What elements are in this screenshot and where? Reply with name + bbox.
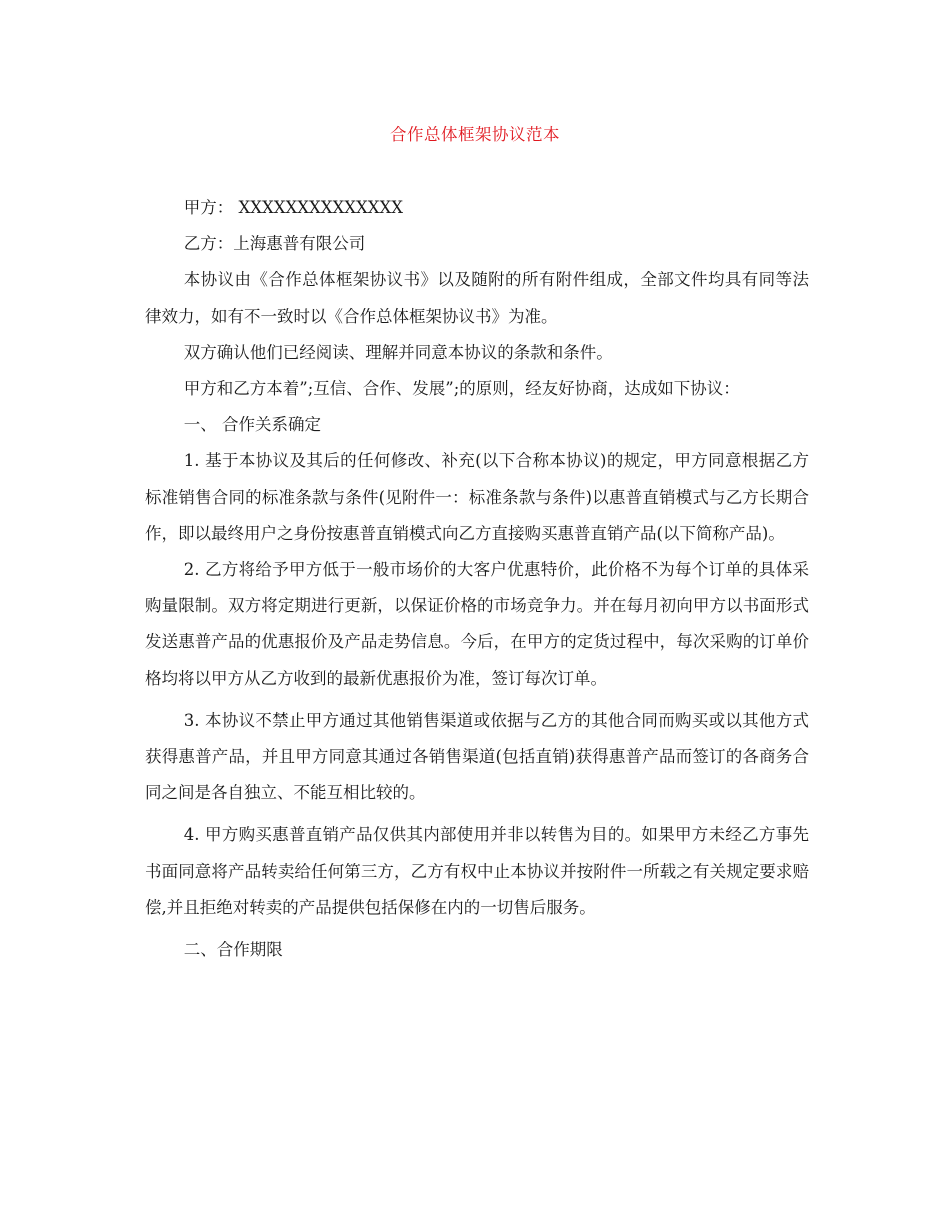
principle-paragraph: 甲方和乙方本着”;互信、合作、发展”;的原则，经友好协商，达成如下协议： <box>183 379 740 399</box>
party-a-line: 甲方： XXXXXXXXXXXXXX <box>183 198 403 217</box>
clause-3: 3. 本协议不禁止甲方通过其他销售渠道或依据与乙方的其他合同而购买或以其他方式获得惠普产品，并且甲方同意其通过各销售渠道(包括直销)获得惠普产品而签订的各商务合同之间是各自独立、不能互相比较的。 <box>145 710 809 803</box>
confirm-paragraph: 双方确认他们已经阅读、理解并同意本协议的条款和条件。 <box>183 342 613 362</box>
clause-1: 1. 基于本协议及其后的任何修改、补充(以下合称本协议)的规定，甲方同意根据乙方标准销售合同的标准条款与条件(见附件一：标准条款与条件)以惠普直销模式与乙方长期合作，即以最终用户之身份按惠普直销模式向乙方直接购买惠普直销产品(以下简称产品)。 <box>145 451 809 543</box>
document-body <box>145 190 809 968</box>
clause-2: 2. 乙方将给予甲方低于一般市场价的大客户优惠特价，此价格不为每个订单的具体采购量限制。双方将定期进行更新，以保证价格的市场竞争力。并在每月初向甲方以书面形式发送惠普产品的优惠报价及产品走势信息。今后，在甲方的定货过程中，每次采购的订单价格均将以甲方从乙方收到的最新优惠报价为准，签订每次订单。 <box>145 560 809 688</box>
party-b-line: 乙方：上海惠普有限公司 <box>183 234 366 254</box>
document-title: 合作总体框架协议范本 <box>390 125 560 144</box>
section-heading-2: 二、合作期限 <box>183 940 283 960</box>
clause-4: 4. 甲方购买惠普直销产品仅供其内部使用并非以转售为目的。如果甲方未经乙方事先书面同意将产品转卖给任何第三方，乙方有权中止本协议并按附件一所载之有关规定要求赔偿,并且拒绝对转卖的产品提供包括保修在内的一切售后服务。 <box>145 825 809 917</box>
intro-paragraph: 本协议由《合作总体框架协议书》以及随附的所有附件组成，全部文件均具有同等法律效力，如有不一致时以《合作总体框架协议书》为准。 <box>145 270 809 326</box>
section-heading-1: 一、 合作关系确定 <box>183 415 322 435</box>
